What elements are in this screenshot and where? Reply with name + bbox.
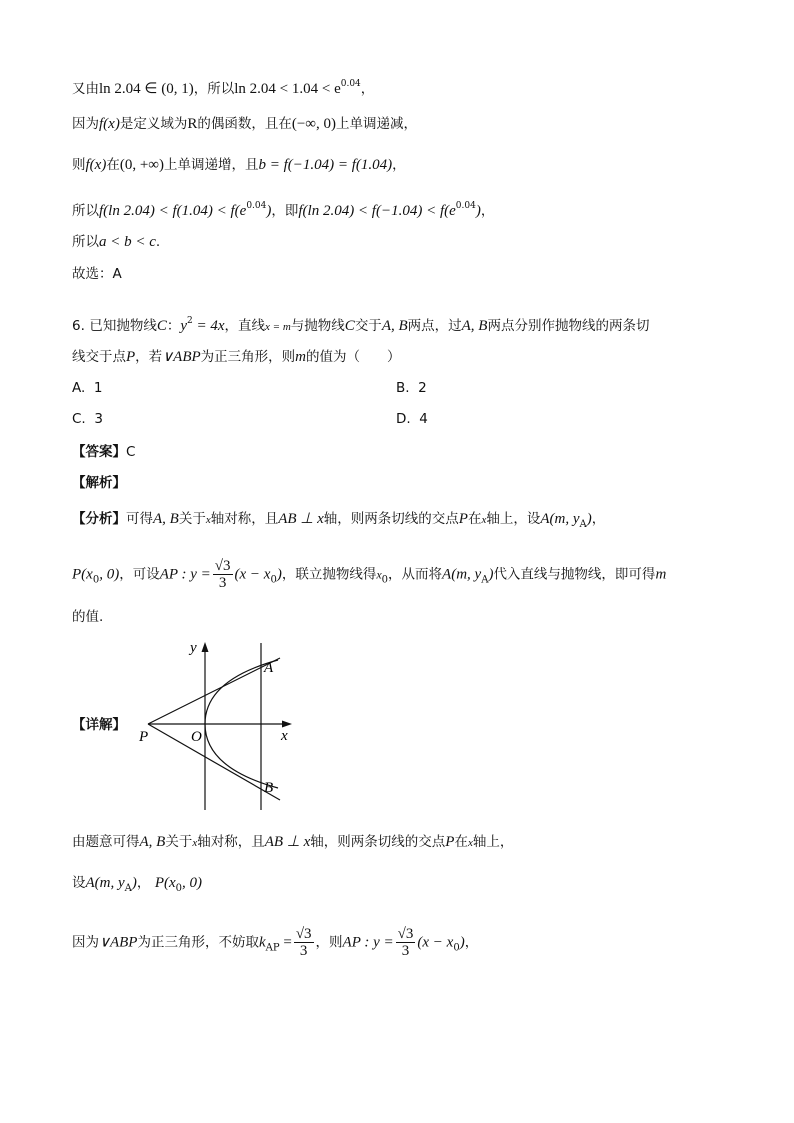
solution-line-5: 所以a < b < c. [72,234,161,250]
tangent-line-PA [148,658,280,724]
parabola-figure [130,640,300,815]
option-b: B. 2 [396,380,427,396]
option-a: A. 1 [72,380,103,396]
question-6-line-2: 线交于点P，若∨ABP为正三角形，则m的值为（ ） [72,349,401,365]
label-P: P [139,729,149,745]
fraction-sqrt3-over-3: $\frac{√3}{3}$ [397,926,414,959]
fraction-sqrt3-over-3: $\frac{√3}{3}$ [295,926,312,959]
detail-line-3: 因为∨ABP为正三角形，不妨取$k_{AP}$ = $\frac{√3}{3}$ ，则AP : y = $\frac{√3}{3}$ $(x - x_0)$， [72,926,479,959]
option-d: D. 4 [396,411,428,427]
answer-line [72,442,135,462]
solution-line-choice: 故选：A [72,266,122,282]
fenxi-line-3: 的值. [72,609,104,625]
option-c: C. 3 [72,411,103,427]
detail-line-2: 设A(m, $y_A$)， $P(x_0$, 0) [72,875,203,894]
question-6-line-1: 6. 已知抛物线C：$y^2 = 4x$，直线x = m与抛物线C交于A, B两点，过A, B两点分别作抛物线的两条切 [72,316,650,334]
fenxi-line-2: $P(x_0$, 0)，可设AP : y = $\frac{√3}{3}$ $(x - x_0)$，联立抛物线得$x_0$，从而将A(m, $y_A$)代入直线与抛物线，即可得m [72,558,667,591]
solution-line-4: 所以f(ln $2.04) < f(1.04) < f(e^{0.04})$，即f(ln $2.04) < f(-1.04) < f(e^{0.04})$， [72,201,495,219]
analysis-tag: 【解析】 [72,475,126,491]
label-B: B [264,780,274,796]
solution-line-3: 则f(x)在(0, +∞)上单调递增，且b = f(−1.04) = f(1.04)， [72,157,406,173]
fenxi-line-1: 【分析】可得A, B关于x轴对称，且AB ⊥ x轴，则两条切线的交点P在x轴上，设A(m, $y_A$)， [72,511,606,530]
fenxi-tag: 【分析】 [72,511,126,527]
fraction-sqrt3-over-3: $\frac{√3}{3}$ [214,558,231,591]
detail-tag: 【详解】 [72,717,126,733]
detail-line-1: 由题意可得A, B关于x轴对称，且AB ⊥ x轴，则两条切线的交点P在x轴上， [72,834,514,850]
detail-tag-line [72,715,126,735]
answer-tag: 【答案】 [72,444,126,460]
analysis-tag-line [72,473,126,493]
solution-line-1: 又由ln 2.04 ∈ (0, 1)，所以$\ln 2.04 < 1.04 < e^{0.04}$， [72,79,375,97]
question-number: 6. [72,318,85,334]
label-x: x [281,728,288,744]
y-axis-arrow [202,642,209,652]
x-axis-arrow [282,721,292,728]
label-A: A [264,660,274,676]
label-O: O [191,729,202,745]
label-y: y [190,640,197,656]
tangent-line-PB [148,724,280,800]
solution-line-2: 因为f(x)是定义域为R的偶函数，且在(−∞, 0)上单调递减， [72,116,417,132]
answer-value: C [126,444,136,460]
